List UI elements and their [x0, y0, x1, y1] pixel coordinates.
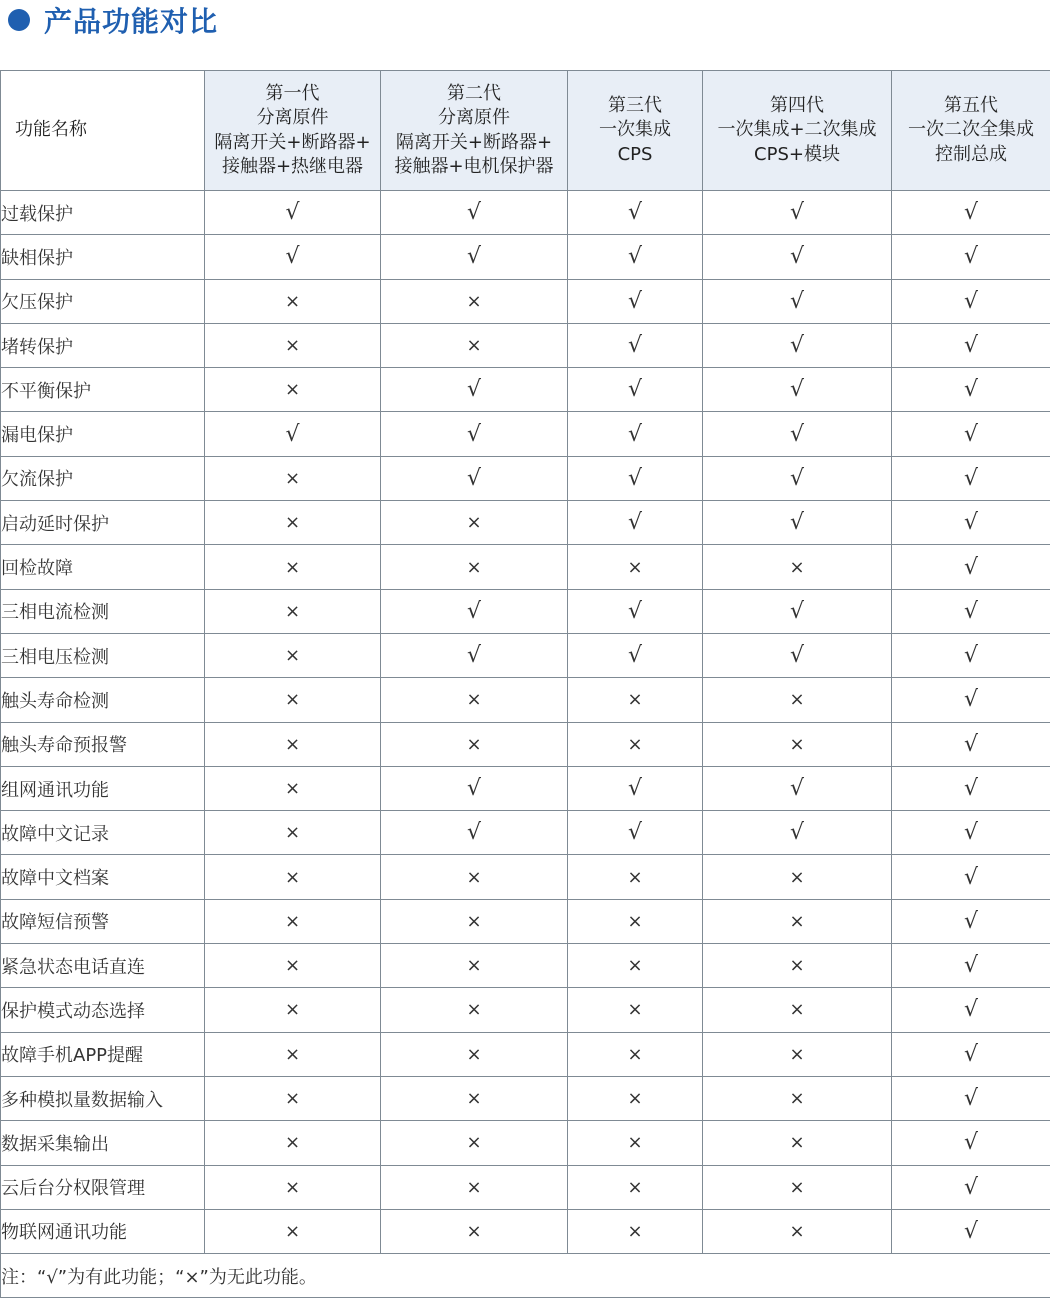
check-mark-cell: √ [892, 722, 1050, 766]
column-header-line: CPS+模块 [703, 143, 891, 168]
cross-mark-cell: × [205, 678, 381, 722]
feature-name-cell: 漏电保护 [1, 412, 205, 456]
cross-mark-cell: × [703, 988, 892, 1032]
cross-mark-cell: × [568, 545, 703, 589]
check-mark-cell: √ [892, 368, 1050, 412]
feature-name-cell: 故障短信预警 [1, 899, 205, 943]
cross-mark-cell: × [205, 944, 381, 988]
cross-mark-cell: × [381, 678, 568, 722]
check-mark-cell: √ [568, 456, 703, 500]
check-mark-cell: √ [568, 323, 703, 367]
check-mark-cell: √ [892, 678, 1050, 722]
cross-mark-cell: × [568, 988, 703, 1032]
check-mark-cell: √ [381, 191, 568, 235]
cross-mark-cell: × [568, 722, 703, 766]
cross-mark-cell: × [205, 766, 381, 810]
cross-mark-cell: × [703, 1121, 892, 1165]
cross-mark-cell: × [205, 722, 381, 766]
cross-mark-cell: × [205, 545, 381, 589]
cross-mark-cell: × [381, 722, 568, 766]
cross-mark-cell: × [703, 678, 892, 722]
check-mark-cell: √ [892, 855, 1050, 899]
check-mark-cell: √ [381, 412, 568, 456]
cross-mark-cell: × [205, 1076, 381, 1120]
cross-mark-cell: × [205, 633, 381, 677]
feature-name-cell: 堵转保护 [1, 323, 205, 367]
feature-name-cell: 启动延时保护 [1, 501, 205, 545]
check-mark-cell: √ [703, 368, 892, 412]
check-mark-cell: √ [381, 368, 568, 412]
cross-mark-cell: × [568, 1209, 703, 1253]
check-mark-cell: √ [568, 235, 703, 279]
table-row [1, 1209, 1050, 1253]
check-mark-cell: √ [568, 811, 703, 855]
feature-name-cell: 欠压保护 [1, 279, 205, 323]
section-title [8, 0, 218, 40]
section-title-text: 产品功能对比 [44, 0, 218, 40]
check-mark-cell: √ [892, 1032, 1050, 1076]
check-mark-cell: √ [892, 633, 1050, 677]
table-row [1, 323, 1050, 367]
check-mark-cell: √ [381, 766, 568, 810]
feature-name-cell: 多种模拟量数据输入 [1, 1076, 205, 1120]
bullet-dot-icon [8, 9, 30, 31]
check-mark-cell: √ [568, 279, 703, 323]
check-mark-cell: √ [892, 811, 1050, 855]
cross-mark-cell: × [703, 722, 892, 766]
check-mark-cell: √ [703, 456, 892, 500]
feature-name-cell: 欠流保护 [1, 456, 205, 500]
cross-mark-cell: × [568, 944, 703, 988]
cross-mark-cell: × [381, 1032, 568, 1076]
cross-mark-cell: × [703, 944, 892, 988]
cross-mark-cell: × [703, 855, 892, 899]
check-mark-cell: √ [892, 766, 1050, 810]
cross-mark-cell: × [205, 456, 381, 500]
cross-mark-cell: × [703, 1032, 892, 1076]
cross-mark-cell: × [205, 323, 381, 367]
check-mark-cell: √ [892, 191, 1050, 235]
table-row [1, 811, 1050, 855]
table-row [1, 855, 1050, 899]
feature-comparison-table [0, 70, 1050, 1298]
cross-mark-cell: × [568, 855, 703, 899]
cross-mark-cell: × [568, 1165, 703, 1209]
check-mark-cell: √ [703, 501, 892, 545]
feature-name-cell: 云后台分权限管理 [1, 1165, 205, 1209]
check-mark-cell: √ [892, 279, 1050, 323]
table-row [1, 501, 1050, 545]
table-row [1, 678, 1050, 722]
check-mark-cell: √ [568, 589, 703, 633]
check-mark-cell: √ [381, 456, 568, 500]
table-row [1, 722, 1050, 766]
cross-mark-cell: × [381, 545, 568, 589]
table-row [1, 368, 1050, 412]
check-mark-cell: √ [568, 191, 703, 235]
check-mark-cell: √ [892, 412, 1050, 456]
cross-mark-cell: × [205, 899, 381, 943]
feature-name-cell: 物联网通讯功能 [1, 1209, 205, 1253]
table-row [1, 191, 1050, 235]
table-row [1, 589, 1050, 633]
table-row [1, 766, 1050, 810]
feature-name-cell: 不平衡保护 [1, 368, 205, 412]
check-mark-cell: √ [892, 988, 1050, 1032]
table-row [1, 545, 1050, 589]
check-mark-cell: √ [703, 323, 892, 367]
feature-name-cell: 过载保护 [1, 191, 205, 235]
column-header-generation [703, 71, 892, 191]
feature-name-cell: 紧急状态电话直连 [1, 944, 205, 988]
feature-name-cell: 三相电流检测 [1, 589, 205, 633]
cross-mark-cell: × [205, 811, 381, 855]
column-header-line: 分离原件 [381, 106, 567, 131]
cross-mark-cell: × [568, 899, 703, 943]
column-header-feature-name: 功能名称 [1, 71, 205, 191]
table-row [1, 1032, 1050, 1076]
check-mark-cell: √ [892, 899, 1050, 943]
cross-mark-cell: × [381, 1209, 568, 1253]
check-mark-cell: √ [892, 456, 1050, 500]
column-header-line: 一次集成+二次集成 [703, 118, 891, 143]
check-mark-cell: √ [892, 1121, 1050, 1165]
column-header-generation [568, 71, 703, 191]
cross-mark-cell: × [568, 1121, 703, 1165]
check-mark-cell: √ [703, 235, 892, 279]
table-row [1, 1076, 1050, 1120]
check-mark-cell: √ [892, 1076, 1050, 1120]
table-row [1, 944, 1050, 988]
feature-name-cell: 数据采集输出 [1, 1121, 205, 1165]
check-mark-cell: √ [205, 235, 381, 279]
column-header-line: 分离原件 [205, 106, 380, 131]
feature-name-cell: 故障中文档案 [1, 855, 205, 899]
table-row [1, 235, 1050, 279]
cross-mark-cell: × [205, 279, 381, 323]
check-mark-cell: √ [568, 501, 703, 545]
check-mark-cell: √ [381, 633, 568, 677]
check-mark-cell: √ [892, 323, 1050, 367]
cross-mark-cell: × [703, 1165, 892, 1209]
check-mark-cell: √ [703, 279, 892, 323]
check-mark-cell: √ [568, 368, 703, 412]
check-mark-cell: √ [205, 412, 381, 456]
column-header-line: 一次集成 [568, 118, 702, 143]
check-mark-cell: √ [892, 545, 1050, 589]
table-row [1, 456, 1050, 500]
cross-mark-cell: × [703, 1209, 892, 1253]
cross-mark-cell: × [381, 1121, 568, 1165]
cross-mark-cell: × [205, 1032, 381, 1076]
column-header-line: 接触器+热继电器 [205, 155, 380, 180]
table-row [1, 279, 1050, 323]
cross-mark-cell: × [205, 501, 381, 545]
cross-mark-cell: × [568, 678, 703, 722]
column-header-line: 第五代 [892, 94, 1050, 119]
cross-mark-cell: × [205, 368, 381, 412]
feature-name-cell: 故障手机APP提醒 [1, 1032, 205, 1076]
check-mark-cell: √ [892, 501, 1050, 545]
check-mark-cell: √ [892, 944, 1050, 988]
check-mark-cell: √ [381, 589, 568, 633]
feature-name-cell: 保护模式动态选择 [1, 988, 205, 1032]
check-mark-cell: √ [703, 811, 892, 855]
cross-mark-cell: × [205, 1165, 381, 1209]
check-mark-cell: √ [703, 633, 892, 677]
check-mark-cell: √ [568, 412, 703, 456]
table-header-row [1, 71, 1050, 191]
feature-name-cell: 触头寿命预报警 [1, 722, 205, 766]
note-row [1, 1254, 1050, 1298]
table-row [1, 988, 1050, 1032]
table-row [1, 412, 1050, 456]
table-row [1, 633, 1050, 677]
check-mark-cell: √ [703, 766, 892, 810]
table-row [1, 1121, 1050, 1165]
column-header-line: 第四代 [703, 94, 891, 119]
check-mark-cell: √ [892, 1209, 1050, 1253]
column-header-generation [381, 71, 568, 191]
feature-name-cell: 三相电压检测 [1, 633, 205, 677]
cross-mark-cell: × [381, 899, 568, 943]
cross-mark-cell: × [381, 1165, 568, 1209]
check-mark-cell: √ [381, 235, 568, 279]
cross-mark-cell: × [381, 988, 568, 1032]
table-row [1, 899, 1050, 943]
cross-mark-cell: × [381, 944, 568, 988]
check-mark-cell: √ [568, 633, 703, 677]
cross-mark-cell: × [568, 1076, 703, 1120]
column-header-line: 第三代 [568, 94, 702, 119]
column-header-line: 接触器+电机保护器 [381, 155, 567, 180]
cross-mark-cell: × [381, 323, 568, 367]
cross-mark-cell: × [205, 855, 381, 899]
column-header-line: 控制总成 [892, 143, 1050, 168]
column-header-line: 第一代 [205, 82, 380, 107]
check-mark-cell: √ [568, 766, 703, 810]
check-mark-cell: √ [892, 589, 1050, 633]
cross-mark-cell: × [381, 501, 568, 545]
feature-name-cell: 触头寿命检测 [1, 678, 205, 722]
column-header-line: 第二代 [381, 82, 567, 107]
cross-mark-cell: × [703, 545, 892, 589]
check-mark-cell: √ [892, 1165, 1050, 1209]
column-header-line: 隔离开关+断路器+ [381, 131, 567, 156]
cross-mark-cell: × [205, 589, 381, 633]
cross-mark-cell: × [381, 855, 568, 899]
column-header-line: 隔离开关+断路器+ [205, 131, 380, 156]
check-mark-cell: √ [892, 235, 1050, 279]
column-header-generation [892, 71, 1050, 191]
cross-mark-cell: × [703, 1076, 892, 1120]
check-mark-cell: √ [703, 589, 892, 633]
footnote: 注：“√”为有此功能；“×”为无此功能。 [1, 1254, 1050, 1298]
feature-name-cell: 缺相保护 [1, 235, 205, 279]
table-row [1, 1165, 1050, 1209]
cross-mark-cell: × [205, 988, 381, 1032]
column-header-line: CPS [568, 143, 702, 168]
feature-name-cell: 组网通讯功能 [1, 766, 205, 810]
table-body [1, 191, 1050, 1254]
check-mark-cell: √ [205, 191, 381, 235]
check-mark-cell: √ [703, 191, 892, 235]
cross-mark-cell: × [568, 1032, 703, 1076]
check-mark-cell: √ [703, 412, 892, 456]
cross-mark-cell: × [703, 899, 892, 943]
feature-name-cell: 回检故障 [1, 545, 205, 589]
feature-name-cell: 故障中文记录 [1, 811, 205, 855]
check-mark-cell: √ [381, 811, 568, 855]
cross-mark-cell: × [381, 279, 568, 323]
cross-mark-cell: × [205, 1209, 381, 1253]
cross-mark-cell: × [381, 1076, 568, 1120]
column-header-line: 一次二次全集成 [892, 118, 1050, 143]
column-header-generation [205, 71, 381, 191]
cross-mark-cell: × [205, 1121, 381, 1165]
